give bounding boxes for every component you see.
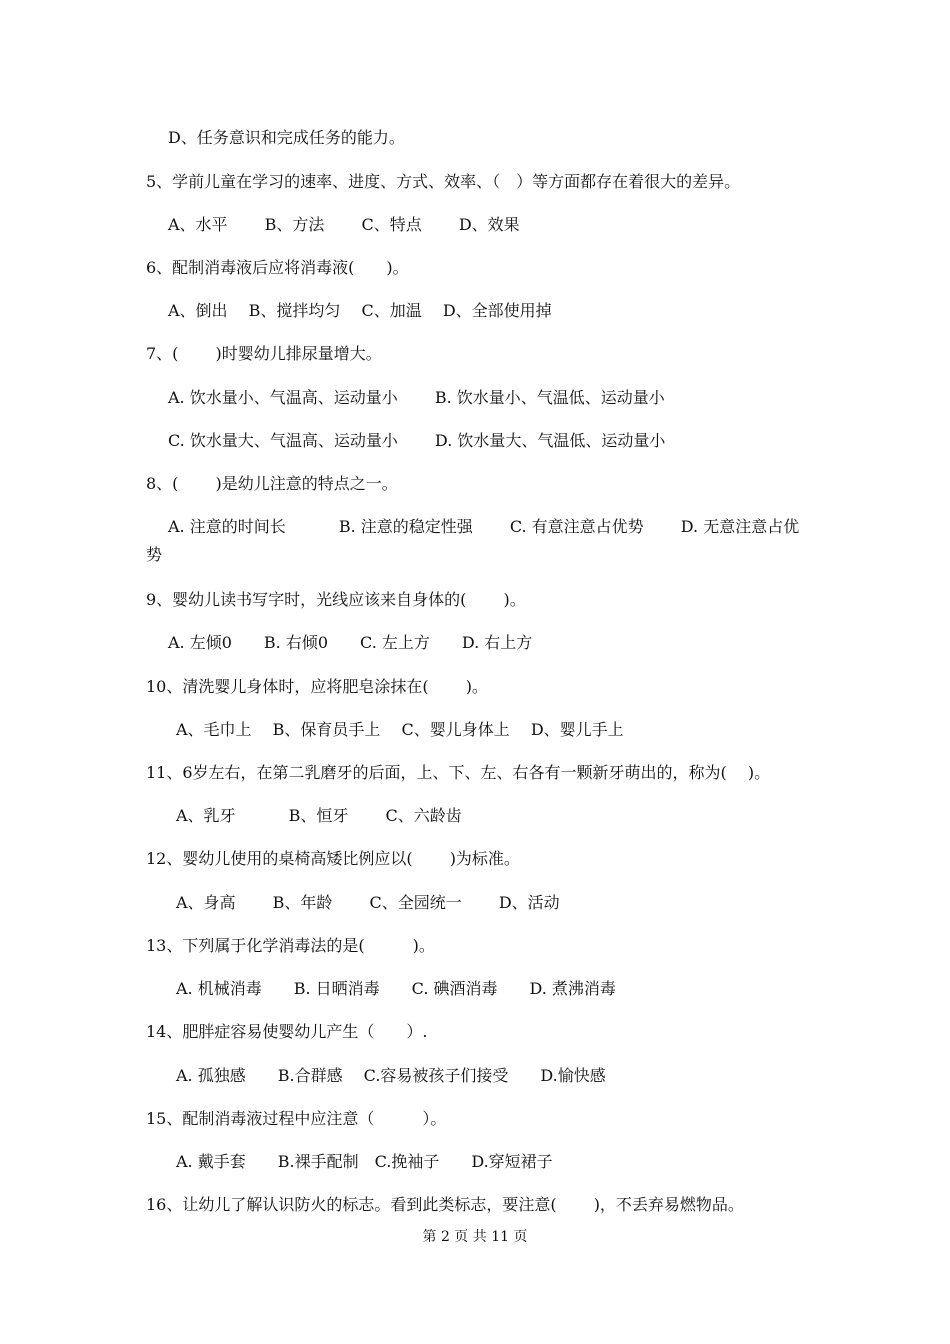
options-6: A、倒出 B、搅拌均匀 C、加温 D、全部使用掉 — [168, 301, 552, 320]
question-14: 14、肥胖症容易使婴幼儿产生（ ）. — [146, 1022, 428, 1041]
options-14: A. 孤独感 B.合群感 C.容易被孩子们接受 D.愉快感 — [176, 1066, 606, 1085]
options-9: A. 左倾0 B. 右倾0 C. 左上方 D. 右上方 — [168, 633, 533, 652]
options-10: A、毛巾上 B、保育员手上 C、婴儿身体上 D、婴儿手上 — [176, 720, 624, 739]
question-13: 13、下列属于化学消毒法的是( )。 — [146, 936, 435, 955]
options-11: A、乳牙 B、恒牙 C、六龄齿 — [176, 806, 462, 825]
question-9: 9、婴幼儿读书写字时，光线应该来自身体的( )。 — [146, 590, 526, 609]
question-8: 8、( )是幼儿注意的特点之一。 — [146, 474, 398, 493]
question-6: 6、配制消毒液后应将消毒液( )。 — [146, 258, 409, 277]
question-15: 15、配制消毒液过程中应注意（ ）。 — [146, 1109, 447, 1128]
option-line-4d: D、任务意识和完成任务的能力。 — [168, 128, 405, 147]
question-16: 16、让幼儿了解认识防火的标志。看到此类标志，要注意( )，不丢弃易燃物品。 — [146, 1195, 744, 1214]
options-8: A. 注意的时间长 B. 注意的稳定性强 C. 有意注意占优势 D. 无意注意占优势 — [146, 517, 800, 564]
options-13: A. 机械消毒 B. 日晒消毒 C. 碘酒消毒 D. 煮沸消毒 — [176, 979, 616, 998]
options-7-ab: A. 饮水量小、气温高、运动量小 B. 饮水量小、气温低、运动量小 — [168, 388, 665, 407]
question-7: 7、( )时婴幼儿排尿量增大。 — [146, 344, 382, 363]
question-10: 10、清洗婴儿身体时，应将肥皂涂抹在( )。 — [146, 677, 488, 696]
options-15: A. 戴手套 B.裸手配制 C.挽袖子 D.穿短裙子 — [176, 1152, 553, 1171]
question-12: 12、婴幼儿使用的桌椅高矮比例应以( )为标准。 — [146, 849, 520, 868]
question-11: 11、6岁左右，在第二乳磨牙的后面，上、下、左、右各有一颗新牙萌出的，称为( )。 — [146, 763, 771, 782]
options-5: A、水平 B、方法 C、特点 D、效果 — [168, 215, 520, 234]
options-12: A、身高 B、年龄 C、全园统一 D、活动 — [176, 893, 560, 912]
options-7-cd: C. 饮水量大、气温高、运动量小 D. 饮水量大、气温低、运动量小 — [168, 431, 666, 450]
page-footer: 第 2 页 共 11 页 — [422, 1229, 528, 1245]
question-5: 5、学前儿童在学习的速率、进度、方式、效率、（ ）等方面都存在着很大的差异。 — [146, 172, 741, 191]
